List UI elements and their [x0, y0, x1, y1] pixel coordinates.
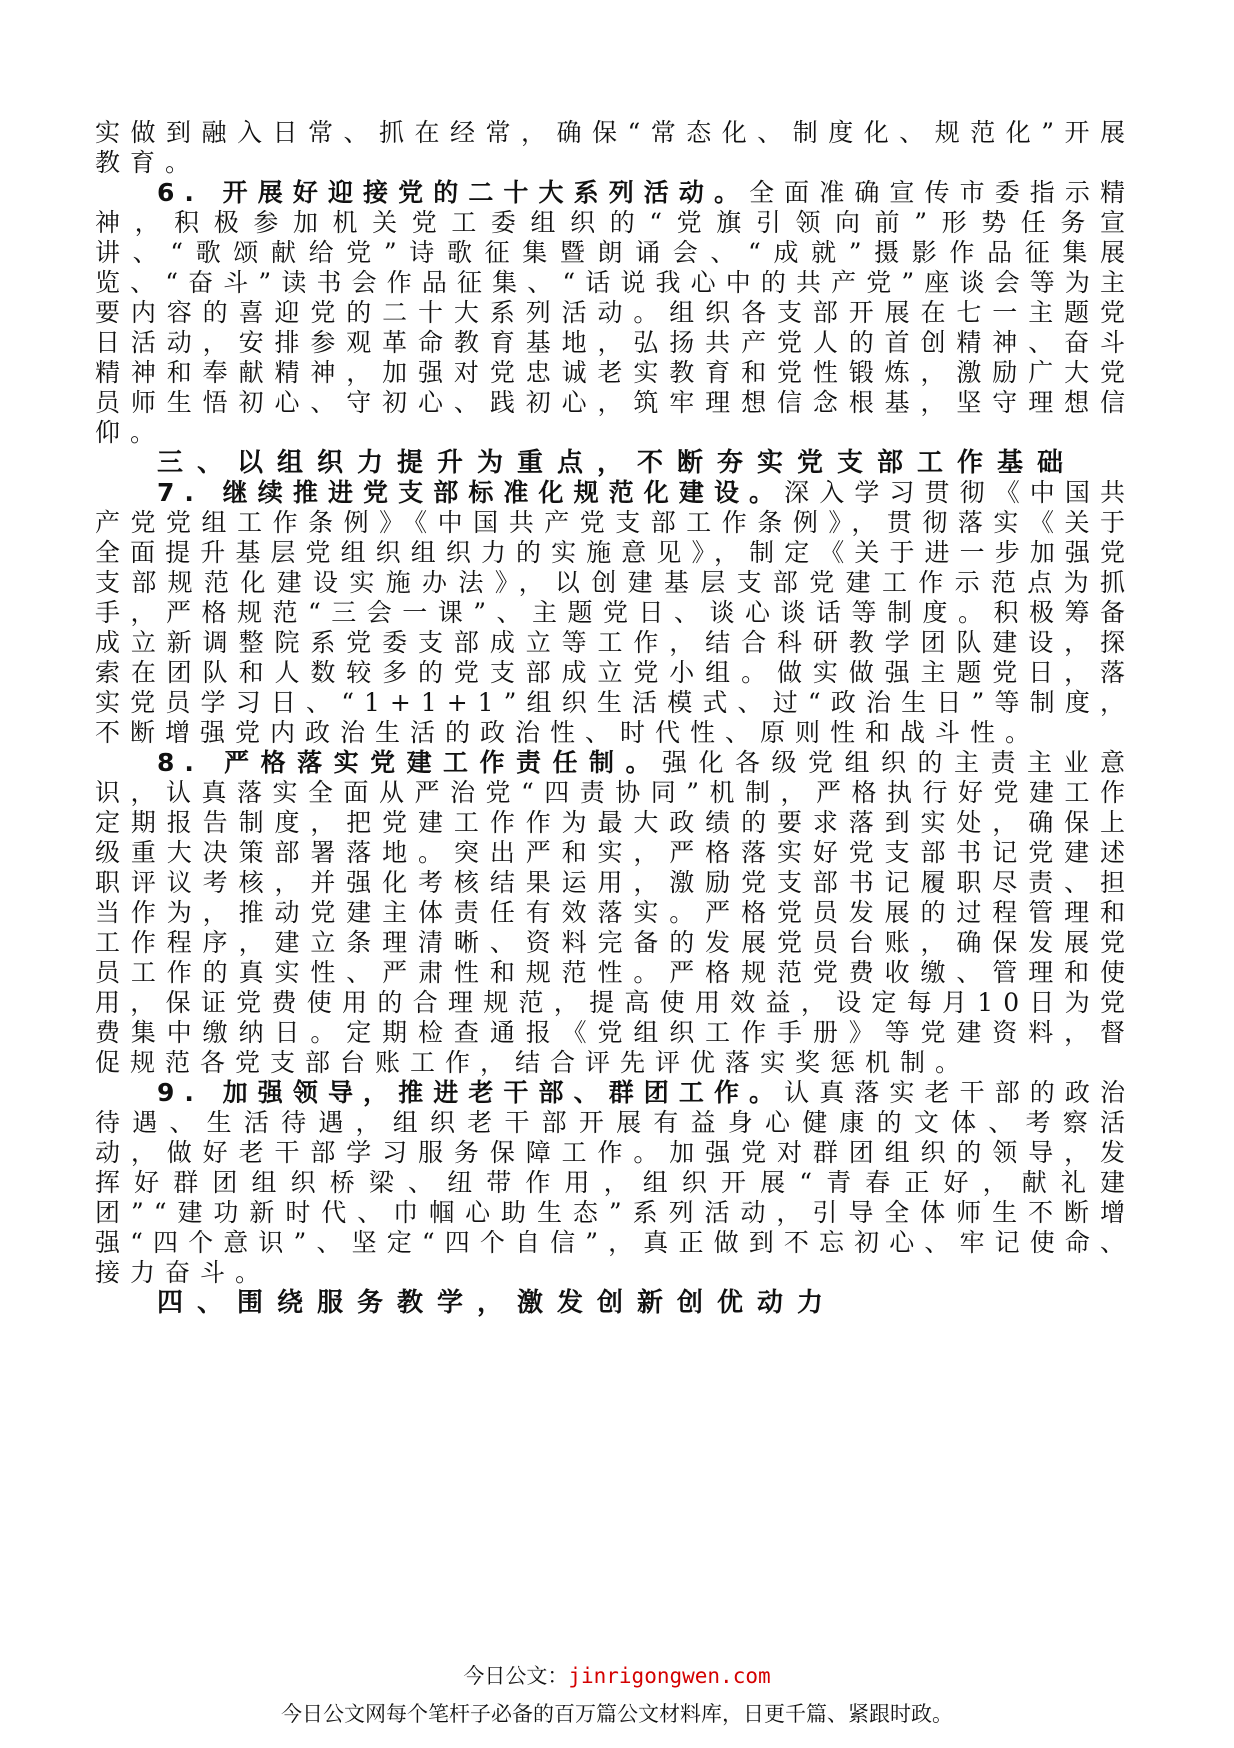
footer-site-line [0, 1660, 1234, 1690]
paragraph-continuation: 实做到融入日常、抓在经常，确保“常态化、制度化、规范化”开展教育。 [95, 118, 1135, 177]
item-7-title: 7. 继续推进党支部标准化规范化建设。 [157, 478, 785, 507]
item-8-title: 8. 严格落实党建工作责任制。 [157, 748, 663, 777]
paragraph-item-9 [95, 1078, 1135, 1288]
footer-site-link[interactable]: jinrigongwen.com [568, 1664, 771, 1688]
item-7-text: 深入学习贯彻《中国共产党党组工作条例》《中国共产党支部工作条例》，贯彻落实《关于全面提升基层党组织组织力的实施意见》，制定《关于进一步加强党支部规范化建设实施办法》，以创建基层支部党建工作示范点为抓手，严格规范“三会一课”、主题党日、谈心谈话等制度。积极筹备成立新调整院系党委支部成立等工作，结合科研教学团队建设，探索在团队和人数较多的党支部成立党小组。做实做强主题党日，落实党员学习日、“1+1+1”组织生活模式、过“政治生日”等制度，不断增强党内政治生活的政治性、时代性、原则性和战斗性。 [95, 478, 1135, 747]
footer-slogan: 今日公文网每个笔杆子必备的百万篇公文材料库，日更千篇、紧跟时政。 [281, 1702, 953, 1726]
item-6-text: 全面准确宣传市委指示精神，积极参加机关党工委组织的“党旗引领向前”形势任务宣讲、“歌颂献给党”诗歌征集暨朗诵会、“成就”摄影作品征集展览、“奋斗”读书会作品征集、“话说我心中的共产党”座谈会等为主要内容的喜迎党的二十大系列活动。组织各支部开展在七一主题党日活动，安排参观革命教育基地，弘扬共产党人的首创精神、奋斗精神和奉献精神，加强对党忠诚老实教育和党性锻炼，激励广大党员师生悟初心、守初心、践初心，筑牢理想信念根基，坚守理想信仰。 [95, 178, 1135, 447]
document-body [95, 118, 1135, 1318]
item-6-title: 6. 开展好迎接党的二十大系列活动。 [157, 178, 750, 207]
item-9-text: 认真落实老干部的政治待遇、生活待遇，组织老干部开展有益身心健康的文体、考察活动，做好老干部学习服务保障工作。加强党对群团组织的领导，发挥好群团组织桥梁、纽带作用，组织开展“青春正好，献礼建团”“建功新时代、巾帼心助生态”系列活动，引导全体师生不断增强“四个意识”、坚定“四个自信”，真正做到不忘初心、牢记使命、接力奋斗。 [95, 1078, 1135, 1287]
paragraph-item-6 [95, 178, 1135, 448]
item-8-text: 强化各级党组织的主责主业意识，认真落实全面从严治党“四责协同”机制，严格执行好党建工作定期报告制度，把党建工作作为最大政绩的要求落到实处，确保上级重大决策部署落地。突出严和实，严格落实好党支部书记党建述职评议考核，并强化考核结果运用，激励党支部书记履职尽责、担当作为，推动党建主体责任有效落实。严格党员发展的过程管理和工作程序，建立条理清晰、资料完备的发展党员台账，确保发展党员工作的真实性、严肃性和规范性。严格规范党费收缴、管理和使用，保证党费使用的合理规范，提高使用效益，设定每月10日为党费集中缴纳日。定期检查通报《党组织工作手册》等党建资料，督促规范各党支部台账工作，结合评先评优落实奖惩机制。 [95, 748, 1135, 1077]
footer-site-label: 今日公文： [463, 1664, 569, 1688]
section-heading-3: 三、以组织力提升为重点，不断夯实党支部工作基础 [157, 448, 1078, 478]
paragraph-item-7 [95, 478, 1135, 748]
section-heading-4: 四、围绕服务教学，激发创新创优动力 [157, 1288, 838, 1318]
paragraph-item-8 [95, 748, 1135, 1078]
item-9-title: 9. 加强领导，推进老干部、群团工作。 [157, 1078, 785, 1107]
